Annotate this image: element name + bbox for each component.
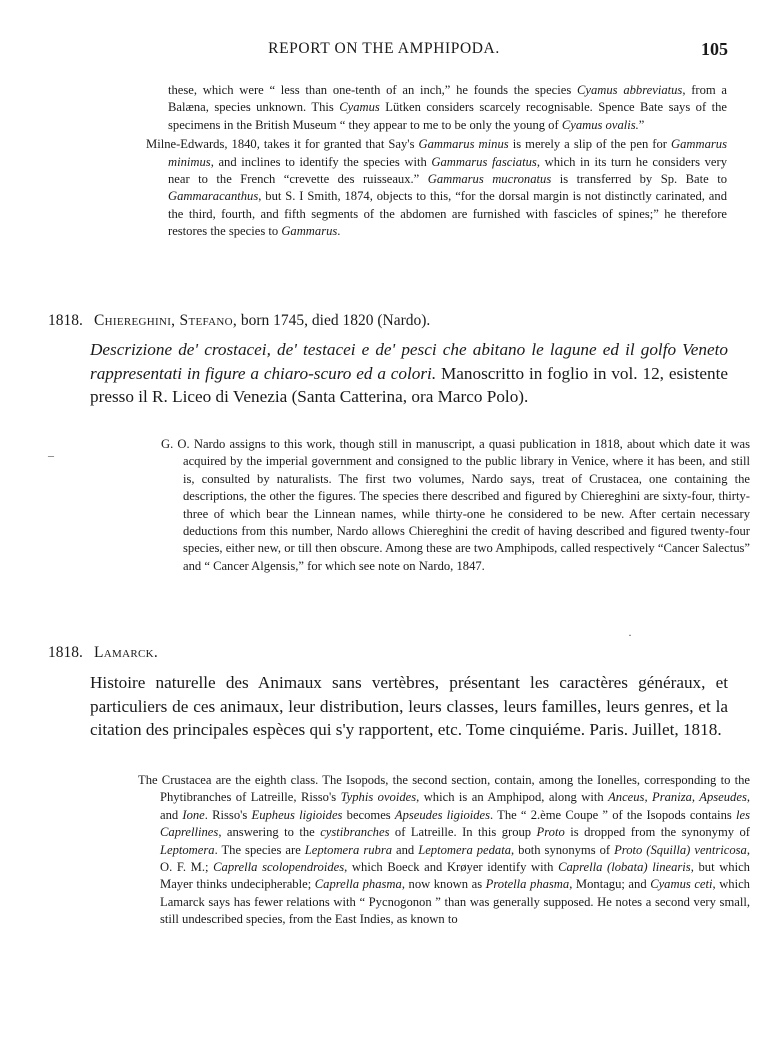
entry-author: Lamarck. — [94, 644, 159, 661]
entry-year: 1818. — [48, 312, 83, 329]
entry-year: 1818. — [48, 644, 83, 661]
entry-note-lamarck: The Crustacea are the eighth class. The Isopods, the second section, contain, among the Ionelles, corresponding to the Phytibranches of Latreille, Risso's Typhis ovoides, which is an Amphipod, along with Anceus, Praniza, Apseudes, and Ione. Risso's Eupheus ligioides becomes Apseudes ligioides. The “ 2.ème Coupe ” of the Isopods contains les Caprellines, answering to the cystibranches of Latreille. In this group Proto is dropped from the synonymy of Leptomera. The species are Leptomera rubra and Leptomera pedata, both synonyms of Proto (Squilla) ventricosa, O. F. M.; Caprella scolopendroides, which Boeck and Krøyer identify with Caprella (lobata) linearis, but which Mayer thinks undecipherable; Caprella phasma, now known as Protella phasma, Montagu; and Cyamus ceti, which Lamarck says has fewer relations with “ Pycnogonon ” than was generally supposed. He notes a second very small, still undescribed species, from the East Indies, as known to — [138, 773, 751, 927]
note-cyamus: these, which were “ less than one-tenth of an inch,” he founds the species Cyamus abbreviatus, from a Balæna, species unknown. This Cyamus Lütken considers scarcely recognisable. Spence Bate says of the specimens in the British Museum “ they appear to me to be only the young of Cyamus ovalis.” — [168, 83, 727, 132]
page-number: 105 — [701, 39, 728, 59]
stray-dot: · — [628, 628, 632, 642]
entry-title-lamarck: Histoire naturelle des Animaux sans vertèbres, présentant les caractères généraux, et particuliers de ces animaux, leur distribution, leurs classes, leurs familles, leurs genres, et la citation des principales espèces qui s'y rapportent, etc. Tome cinquiéme. Paris. Juillet, 1818. — [90, 673, 728, 740]
entry-heading-chiereghini — [48, 311, 728, 331]
entry-author: Chiereghini, Stefano, — [94, 312, 237, 329]
continued-notes — [146, 82, 728, 241]
entry-note-chiereghini: G. O. Nardo assigns to this work, though still in manuscript, a quasi publication in 1818, about which date it was acquired by the imperial government and consigned to the public library in Venice, where it has been, and still is, consulted by naturalists. The first two volumes, Nardo says, treat of Crustacea, one containing the descriptions, the other the figures. The species there described and figured by Chiereghini are sixty-four, thirty-three of which bear the Linnean names, while thirty-one he considered to be new. After certain necessary deductions from this number, Nardo allows Chiereghini the credit of having described and figured twenty-four species, either new, or till then obscure. Among these are two Amphipods, called respectively “Cancer Salectus” and “ Cancer Algensis,” for which see note on Nardo, 1847. — [161, 437, 750, 573]
running-head — [40, 40, 728, 62]
entry-author-details: born 1745, died 1820 (Nardo). — [237, 312, 431, 329]
margin-mark: – — [48, 448, 54, 462]
entry-title-chiereghini: Descrizione de' crostacei, de' testacei e de' pesci che abitano le lagune ed il golfo Veneto rappresentati in figure a chiaro-scuro ed a colori. Manoscritto in foglio in vol. 12, esistente presso il R. Liceo di Venezia (Santa Catterina, ora Marco Polo). — [90, 340, 729, 407]
note-milne-edwards: Milne-Edwards, 1840, takes it for granted that Say's Gammarus minus is merely a slip of the pen for Gammarus minimus, and inclines to identify the species with Gammarus fasciatus, which in its turn he considers very near to the French “crevette des ruisseaux.” Gammarus mucronatus is transferred by Sp. Bate to Gammaracanthus, but S. I Smith, 1874, objects to this, “for the dorsal margin is not distinctly carinated, and the third, fourth, and fifth segments of the abdomen are furnished with fascicles of spines;” he therefore restores the species to Gammarus. — [146, 137, 728, 239]
running-title: REPORT ON THE AMPHIPODA. — [268, 40, 500, 57]
entry-heading-lamarck — [48, 643, 728, 663]
